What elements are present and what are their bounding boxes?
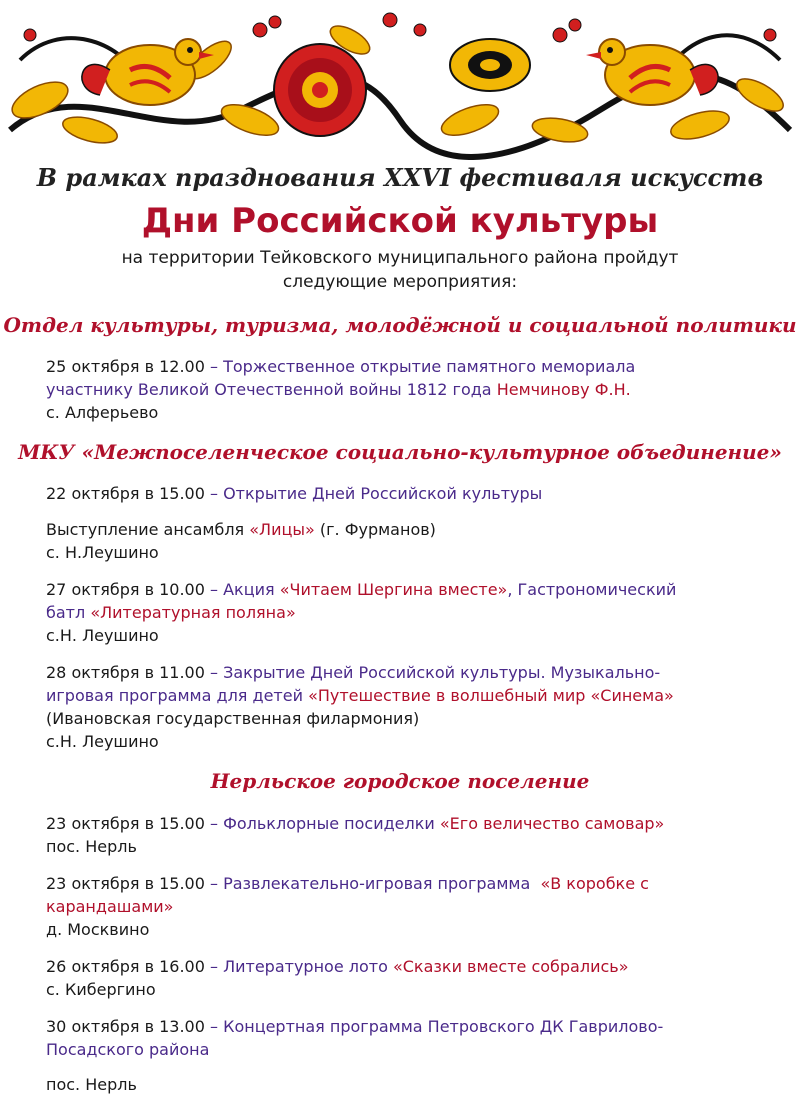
event-place: с. Алферьево bbox=[46, 403, 159, 422]
event-highlight: Немчинову Ф.Н. bbox=[496, 380, 631, 399]
event-place: с.Н. Леушино bbox=[46, 626, 159, 645]
section-heading-culture-dept: Отдел культуры, туризма, молодёжной и социальной политики bbox=[3, 313, 797, 337]
event-highlight: «Сказки вместе собрались» bbox=[392, 957, 629, 976]
event-date: 23 октября в 15.00 bbox=[46, 874, 205, 893]
event-desc: Концертная программа Петровского ДК Гаврилово- bbox=[223, 1017, 664, 1036]
event-desc: игровая программа для детей bbox=[46, 686, 309, 705]
event-date: 22 октября в 15.00 bbox=[46, 484, 205, 503]
event-desc: Торжественное открытие памятного мемориала bbox=[223, 357, 636, 376]
event-desc: Акция bbox=[223, 580, 280, 599]
event-highlight: «Читаем Шергина вместе» bbox=[279, 580, 508, 599]
event-text: (г. Фурманов) bbox=[314, 520, 436, 539]
event-highlight: «В коробке с bbox=[540, 874, 649, 893]
event-item bbox=[46, 355, 746, 424]
event-desc: Посадского района bbox=[46, 1040, 210, 1059]
event-date: 28 октября в 11.00 bbox=[46, 663, 205, 682]
event-item bbox=[46, 872, 746, 941]
event-dash: – bbox=[204, 580, 224, 599]
event-dash: – bbox=[204, 874, 224, 893]
festival-subtitle: В рамках празднования XXVI фестиваля искусств bbox=[36, 163, 764, 192]
event-desc: Открытие Дней Российской культуры bbox=[223, 484, 543, 503]
yellow-flower-ornament bbox=[450, 39, 530, 91]
intro-line-2: следующие мероприятия: bbox=[282, 272, 518, 292]
left-bird-ornament bbox=[82, 39, 214, 105]
event-dash: – bbox=[204, 484, 224, 503]
intro-text bbox=[0, 246, 800, 294]
event-text: (Ивановская государственная филармония) bbox=[46, 709, 420, 728]
event-item bbox=[46, 578, 746, 647]
khokhloma-ornament-banner bbox=[0, 0, 800, 160]
event-desc: Литературное лото bbox=[223, 957, 393, 976]
event-item bbox=[46, 482, 746, 505]
event-place: с. Кибергино bbox=[46, 980, 156, 999]
section-heading-nerl: Нерльское городское поселение bbox=[210, 769, 590, 793]
event-highlight: «Путешествие в волшебный мир «Синема» bbox=[308, 686, 674, 705]
event-highlight: карандашами» bbox=[46, 897, 174, 916]
event-dash: – bbox=[204, 957, 224, 976]
event-place: пос. Нерль bbox=[46, 837, 137, 856]
intro-line-1: на территории Тейковского муниципального района пройдут bbox=[121, 248, 679, 268]
event-dash: – bbox=[204, 357, 224, 376]
event-place: с. Н.Леушино bbox=[46, 543, 159, 562]
event-item bbox=[46, 955, 746, 1001]
event-text: Выступление ансамбля bbox=[46, 520, 250, 539]
red-flower-ornament bbox=[274, 44, 366, 136]
event-dash: – bbox=[204, 663, 224, 682]
event-item bbox=[46, 1015, 746, 1096]
page-title: Дни Российской культуры bbox=[141, 201, 659, 241]
event-place: с.Н. Леушино bbox=[46, 732, 159, 751]
event-highlight: «Лицы» bbox=[249, 520, 315, 539]
event-desc: Закрытие Дней Российской культуры. Музыкально- bbox=[223, 663, 661, 682]
event-item bbox=[46, 661, 746, 753]
event-place: д. Москвино bbox=[46, 920, 150, 939]
event-date: 23 октября в 15.00 bbox=[46, 814, 205, 833]
event-desc: батл bbox=[46, 603, 91, 622]
right-bird-ornament bbox=[586, 39, 718, 105]
event-dash: – bbox=[204, 814, 224, 833]
event-desc: Фольклорные посиделки bbox=[223, 814, 440, 833]
event-desc: Развлекательно-игровая программа bbox=[223, 874, 541, 893]
event-place: пос. Нерль bbox=[46, 1075, 137, 1094]
event-highlight: «Его величество самовар» bbox=[439, 814, 665, 833]
event-date: 25 октября в 12.00 bbox=[46, 357, 205, 376]
event-item bbox=[46, 812, 746, 858]
event-highlight: «Литературная поляна» bbox=[90, 603, 296, 622]
event-date: 27 октября в 10.00 bbox=[46, 580, 205, 599]
event-date: 30 октября в 13.00 bbox=[46, 1017, 205, 1036]
event-item bbox=[46, 518, 746, 564]
event-desc: участнику Великой Отечественной войны 1812 года bbox=[46, 380, 497, 399]
section-heading-mku: МКУ «Межпоселенческое социально-культурное объединение» bbox=[18, 440, 782, 464]
event-date: 26 октября в 16.00 bbox=[46, 957, 205, 976]
event-desc: , Гастрономический bbox=[507, 580, 677, 599]
event-dash: – bbox=[204, 1017, 224, 1036]
